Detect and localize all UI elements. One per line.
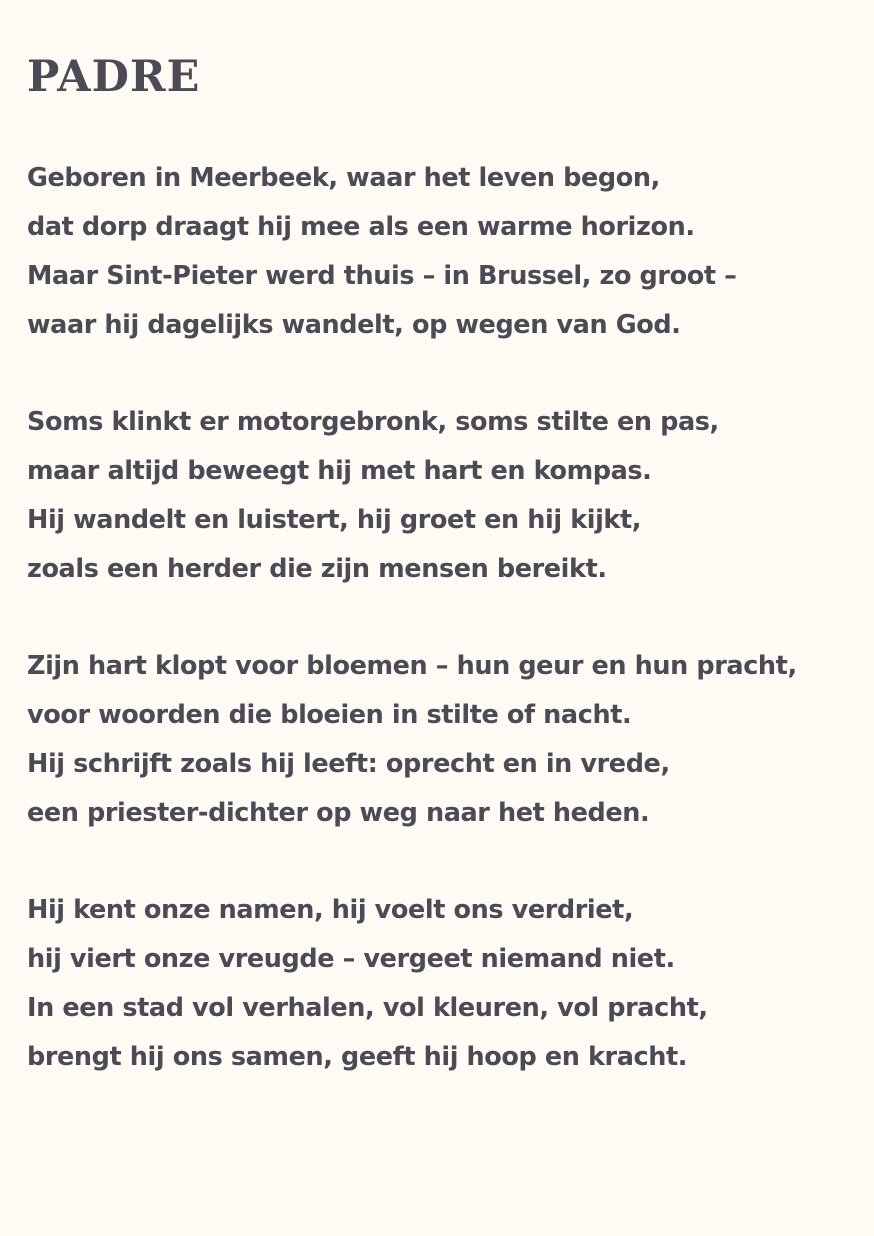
poem-line: Zijn hart klopt voor bloemen – hun geur en hun pracht, [27, 651, 797, 681]
poem-line: hij viert onze vreugde – vergeet niemand niet. [27, 944, 675, 974]
poem-line: In een stad vol verhalen, vol kleuren, vol pracht, [27, 993, 708, 1023]
stanza-3 [27, 642, 874, 838]
poem-line: een priester-dichter op weg naar het heden. [27, 798, 650, 828]
poem-line: Soms klinkt er motorgebronk, soms stilte en pas, [27, 407, 719, 437]
poem-line: brengt hij ons samen, geeft hij hoop en kracht. [27, 1042, 688, 1072]
poem-line: voor woorden die bloeien in stilte of nacht. [27, 700, 632, 730]
poem-title: PADRE [27, 52, 201, 102]
poem-line: zoals een herder die zijn mensen bereikt. [27, 554, 607, 584]
poem-line: Maar Sint-Pieter werd thuis – in Brussel, zo groot – [27, 261, 737, 291]
poem-body [27, 154, 874, 1082]
stanza-1 [27, 154, 874, 350]
poem-line: maar altijd beweegt hij met hart en kompas. [27, 456, 652, 486]
poem-line: dat dorp draagt hij mee als een warme horizon. [27, 212, 695, 242]
poem-line: Hij wandelt en luistert, hij groet en hij kijkt, [27, 505, 642, 535]
stanza-4 [27, 886, 874, 1082]
poem-line: Hij kent onze namen, hij voelt ons verdriet, [27, 895, 634, 925]
stanza-2 [27, 398, 874, 594]
poem-line: Hij schrijft zoals hij leeft: oprecht en in vrede, [27, 749, 670, 779]
poem-line: Geboren in Meerbeek, waar het leven begon, [27, 163, 660, 193]
poem-line: waar hij dagelijks wandelt, op wegen van God. [27, 310, 681, 340]
